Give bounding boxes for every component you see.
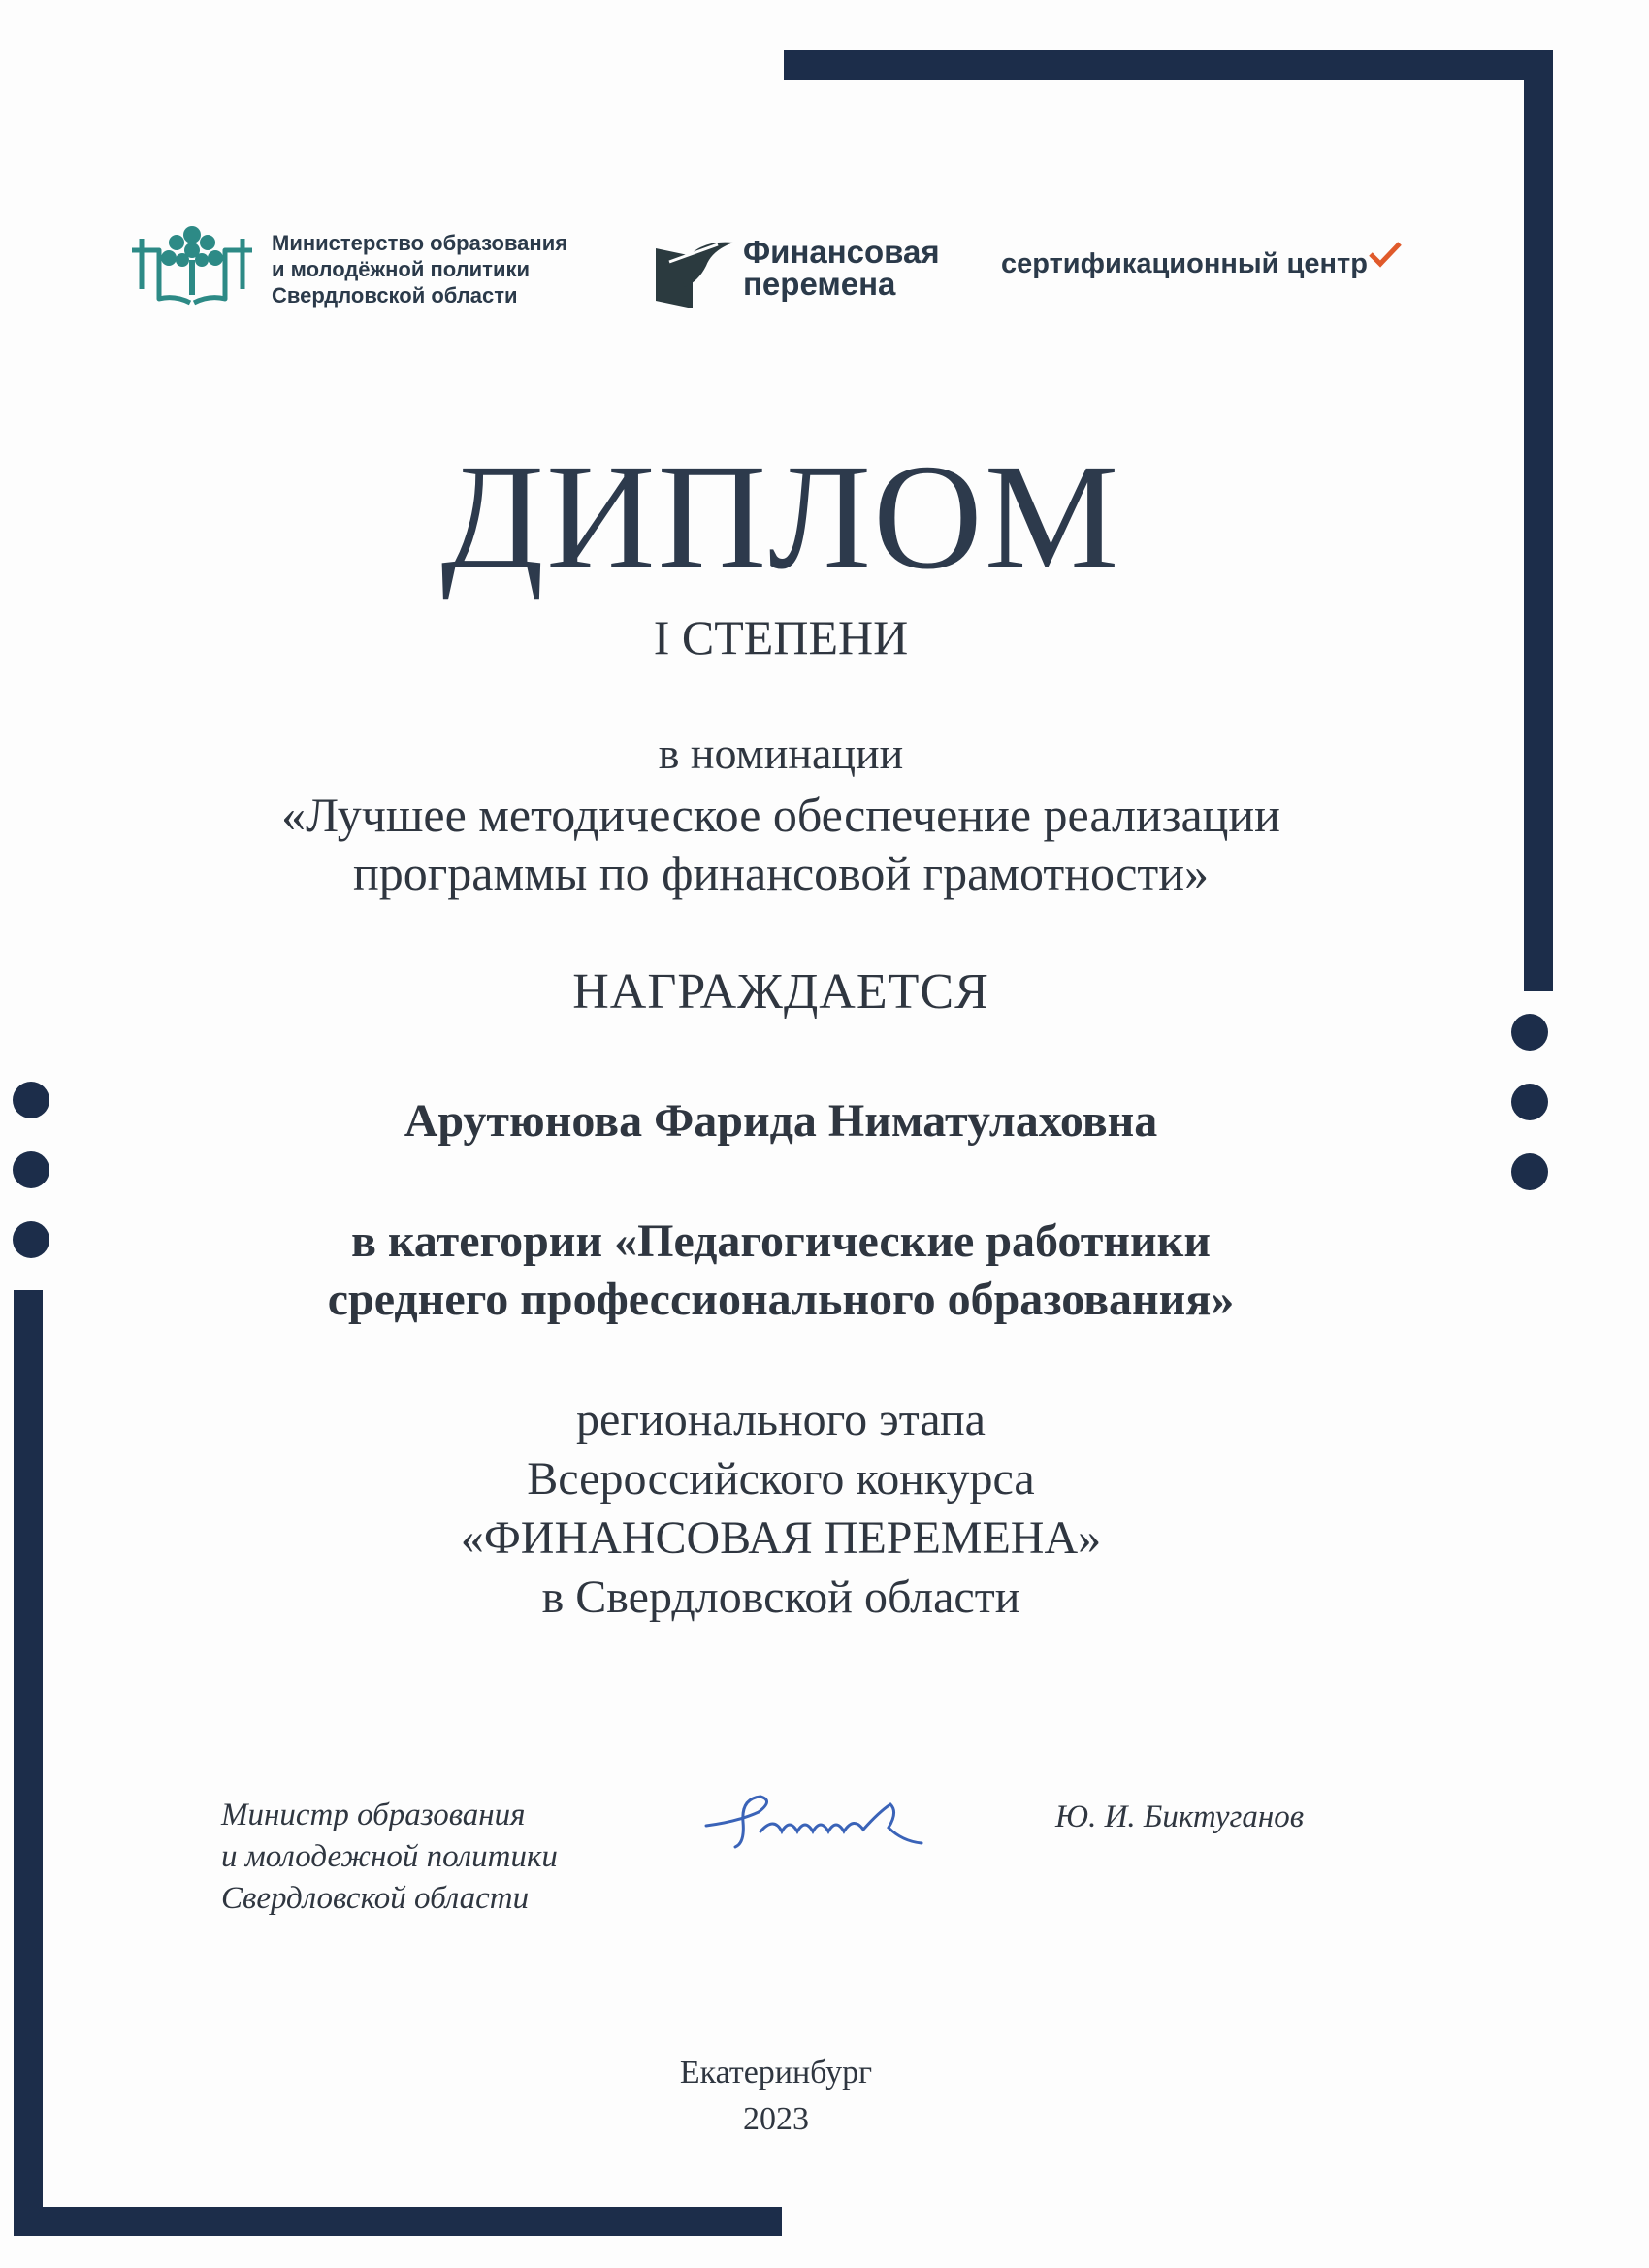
nomination-line: «Лучшее методическое обеспечение реализации [281,788,1280,842]
category-line: среднего профессионального образования» [327,1274,1235,1325]
certification-center-logo [1001,248,1368,280]
frame-bottom-bar [14,2207,782,2236]
frame-top-bar [784,50,1553,80]
bird-book-icon [650,233,737,310]
signature-icon [698,1783,951,1861]
financial-change-logo-text [743,236,940,300]
stage-line: «ФИНАНСОВАЯ ПЕРЕМЕНА» [460,1512,1102,1564]
nomination-intro: в номинации [658,729,904,778]
signatory-title-line: и молодежной политики [221,1839,558,1874]
diploma-title: ДИПЛОМ [440,433,1121,600]
handwritten-signature [698,1783,951,1865]
year: 2023 [743,2101,809,2137]
diploma-degree: I СТЕПЕНИ [653,610,909,664]
open-book-tree-icon [126,221,258,310]
competition-stage [0,1390,1562,1627]
fp-line: Финансовая [743,234,940,270]
frame-dot [13,1151,49,1188]
awarded-heading: НАГРАЖДАЕТСЯ [572,964,989,1020]
nomination-line: программы по финансовой грамотности» [352,846,1209,900]
stage-line: Всероссийского конкурса [527,1453,1035,1505]
ministry-logo-text [272,230,567,308]
signatory-title-line: Министр образования [221,1798,526,1832]
stage-line: в Свердловской области [541,1571,1020,1623]
category-line: в категории «Педагогические работники [351,1215,1211,1267]
ministry-logo [126,221,258,315]
stage-line: регионального этапа [576,1394,986,1445]
footer-place-date [0,2050,1552,2143]
certification-text: сертификационный центр [1001,248,1368,279]
city: Екатеринбург [679,2055,873,2090]
signatory-title-line: Свердловской области [221,1881,530,1916]
signatory-name: Ю. И. Биктуганов [1055,1799,1305,1834]
nomination-text [0,786,1562,902]
checkmark-icon [1368,241,1403,270]
category-text [0,1213,1562,1329]
ministry-line: Министерство образования [272,231,568,255]
ministry-line: Свердловской области [272,283,518,308]
ministry-line: и молодёжной политики [272,257,531,281]
recipient-name: Арутюнова Фарида Ниматулаховна [404,1095,1158,1147]
frame-dot [1511,1153,1548,1190]
signatory-title [221,1795,558,1920]
fp-line: перемена [743,266,896,302]
financial-change-logo [650,233,737,315]
